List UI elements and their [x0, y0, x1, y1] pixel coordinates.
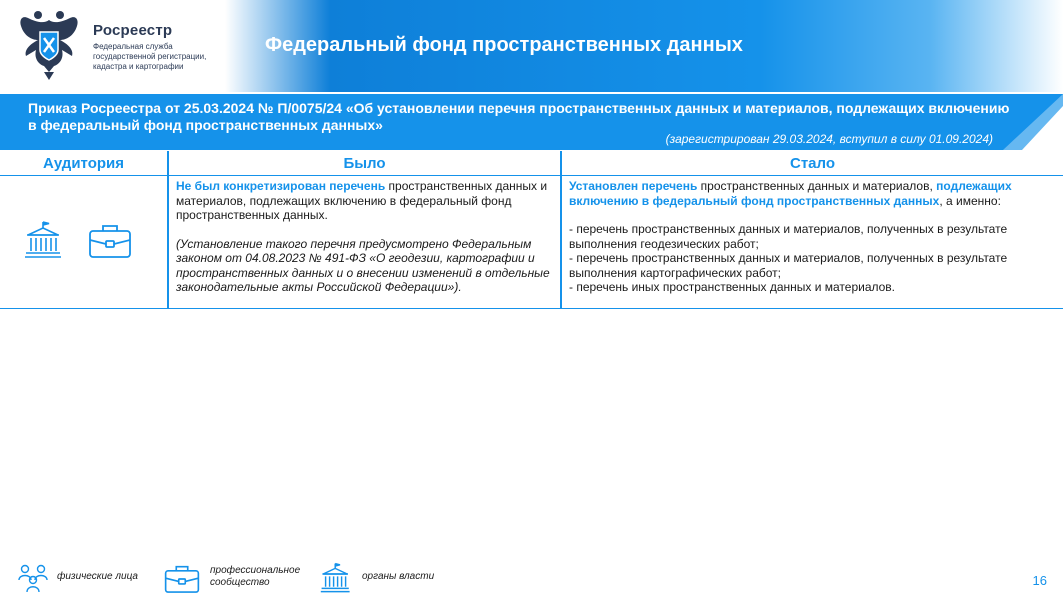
header-now: Стало: [562, 151, 1063, 176]
people-icon: [18, 563, 48, 593]
order-title-line-1: Приказ Росреестра от 25.03.2024 № П/0075/24 «Об установлении перечня пространственных данных и материалов, подлежащих включению: [28, 100, 1010, 116]
government-building-icon: [24, 221, 64, 259]
legend-label: физические лица: [57, 571, 138, 582]
was-text: [176, 179, 556, 223]
column-divider: [560, 151, 562, 309]
order-registration-note: (зарегистрирован 29.03.2024, вступил в силу 01.09.2024): [665, 132, 993, 146]
list-item: - перечень пространственных данных и материалов, полученных в результате выполнения картографических работ;: [569, 251, 1008, 280]
header-audience: Аудитория: [0, 151, 167, 176]
was-legal-note: (Установление такого перечня предусмотрено Федеральным законом от 04.08.2023 № 491-ФЗ «О геодезии, картографии и пространственных данных и о внесении изменений в отдельные законодательные акты Российской Федерации»).: [176, 236, 550, 294]
brand-subtitle: Федеральная служба государственной регистрации, кадастра и картографии: [93, 42, 207, 71]
was-body: пространственных данных и материалов, подлежащих включению в федеральный фонд пространственных данных.: [176, 179, 548, 222]
legend-item-authorities: [320, 560, 460, 596]
now-cell: [569, 179, 1039, 295]
now-highlight-2: подлежащих включению в федеральный фонд пространственных данных: [569, 179, 1012, 208]
legend-item-professionals: [164, 560, 314, 596]
was-cell: [176, 179, 556, 295]
page-number: 16: [1032, 573, 1047, 588]
now-body-1: пространственных данных и материалов,: [697, 179, 937, 193]
now-text: [569, 179, 1039, 208]
list-item: - перечень иных пространственных данных и материалов.: [569, 280, 896, 294]
column-divider: [167, 151, 169, 309]
header-was: Было: [168, 151, 561, 176]
brand-name: Росреестр: [93, 22, 173, 39]
briefcase-icon: [88, 223, 132, 259]
now-highlight-1: Установлен перечень: [569, 179, 698, 193]
was-highlight: Не был конкретизирован перечень: [176, 179, 386, 193]
government-building-icon: [320, 562, 352, 594]
brand: [93, 22, 206, 72]
rosreestr-eagle-logo-icon: [18, 6, 80, 82]
order-banner: [0, 94, 1063, 150]
legend-label: органы власти: [362, 571, 435, 582]
page-title: Федеральный фонд пространственных данных: [265, 34, 743, 56]
comparison-table: [0, 151, 1063, 309]
order-title-line-2: в федеральный фонд пространственных данных»: [28, 117, 383, 133]
briefcase-icon: [164, 564, 200, 594]
legend-item-individuals: [18, 560, 158, 596]
legend: [0, 560, 1063, 598]
legend-label: профессиональное сообщество: [210, 565, 301, 588]
now-body-2: , а именно:: [939, 193, 1001, 208]
list-item: - перечень пространственных данных и материалов, полученных в результате выполнения геодезических работ;: [569, 222, 1008, 251]
header: [0, 0, 1063, 92]
